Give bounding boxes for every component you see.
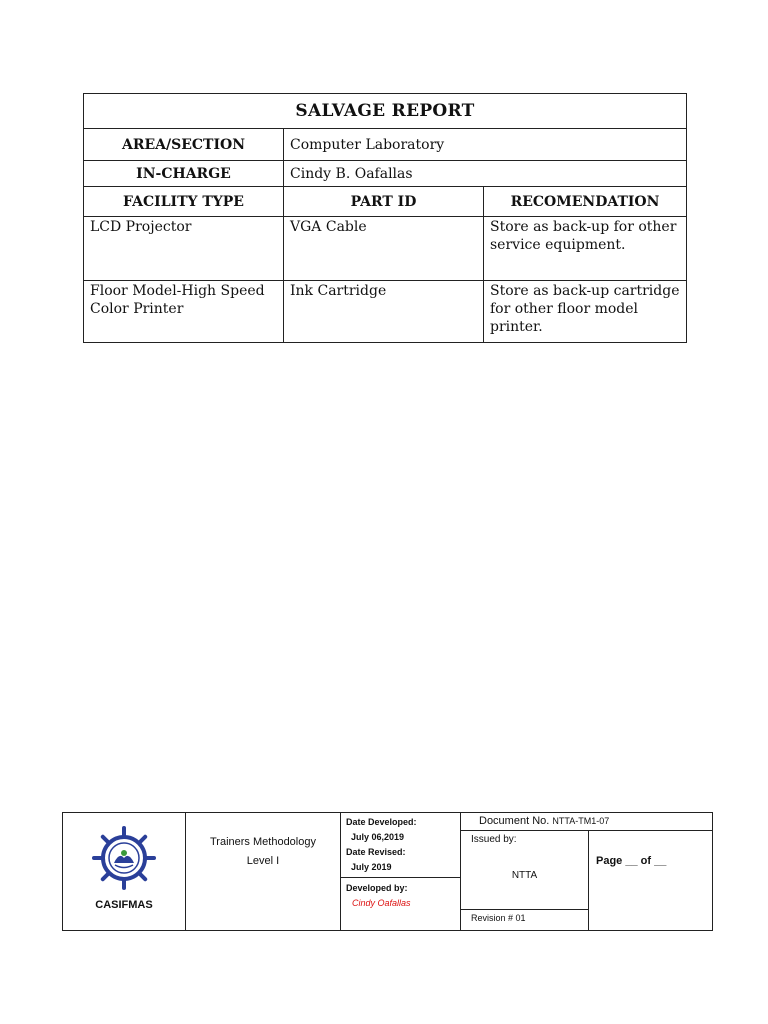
recommendation-cell: Store as back-up cartridge for other floor model printer.: [484, 281, 687, 343]
issued-by-label: Issued by:: [471, 834, 517, 845]
document-footer: [62, 812, 713, 931]
date-revised-label: Date Revised:: [346, 847, 406, 857]
document-number-value: NTTA-TM1-07: [552, 816, 610, 826]
report-title: SALVAGE REPORT: [84, 94, 687, 129]
part-id-cell: Ink Cartridge: [284, 281, 484, 343]
issued-by-value: NTTA: [511, 870, 538, 881]
in-charge-value: Cindy B. Oafallas: [284, 161, 687, 187]
column-header-recommendation: RECOMENDATION: [484, 187, 687, 217]
revision-number: Revision # 01: [461, 909, 588, 930]
course-title: Trainers Methodology: [210, 836, 316, 848]
area-section-label: AREA/SECTION: [84, 129, 284, 161]
table-row: [84, 217, 687, 281]
document-info-cell: [461, 813, 713, 931]
developed-by-label: Developed by:: [346, 883, 408, 893]
developed-by-value: Cindy Oafallas: [352, 898, 411, 908]
table-row: [84, 281, 687, 343]
area-section-value: Computer Laboratory: [284, 129, 687, 161]
logo-cell: [63, 813, 186, 931]
date-developed-label: Date Developed:: [346, 817, 417, 827]
date-revised-value: July 2019: [351, 862, 392, 872]
recommendation-cell: Store as back-up for other service equipment.: [484, 217, 687, 281]
column-header-facility-type: FACILITY TYPE: [84, 187, 284, 217]
course-level: Level I: [246, 855, 280, 867]
document-number-label: Document No.: [479, 815, 550, 827]
dates-cell: [341, 813, 461, 931]
salvage-report-table: [83, 93, 687, 343]
course-cell: [186, 813, 341, 931]
facility-type-cell: Floor Model-High Speed Color Printer: [84, 281, 284, 343]
facility-type-cell: LCD Projector: [84, 217, 284, 281]
part-id-cell: VGA Cable: [284, 217, 484, 281]
page-number: Page __ of __: [596, 855, 667, 867]
date-developed-value: July 06,2019: [351, 832, 405, 842]
ship-wheel-logo-icon: [91, 825, 157, 891]
org-name: CASIFMAS: [95, 899, 153, 911]
in-charge-label: IN-CHARGE: [84, 161, 284, 187]
column-header-part-id: PART ID: [284, 187, 484, 217]
